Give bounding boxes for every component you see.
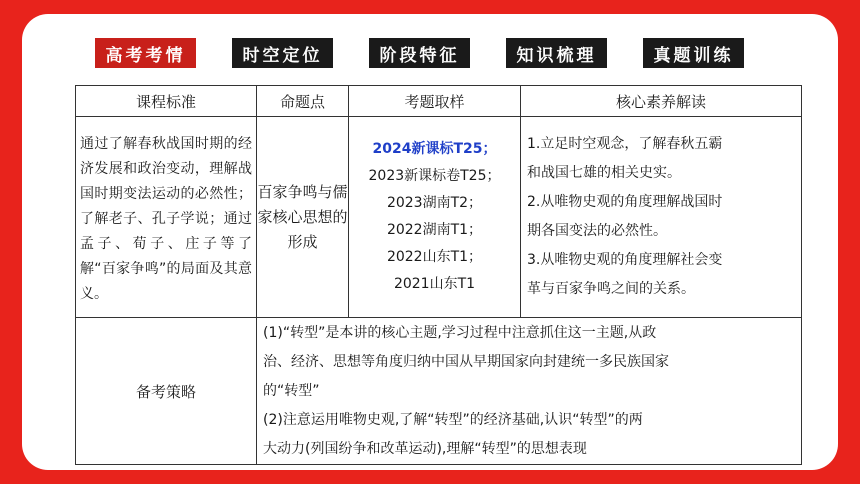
- tab-spacetime-position[interactable]: 时空定位: [232, 38, 333, 68]
- header-curriculum-standard: 课程标准: [76, 86, 257, 117]
- table-row-content: [76, 117, 802, 318]
- cell-core-literacy: [521, 117, 802, 318]
- strategy-line: (1)“转型”是本讲的核心主题,学习过程中注意抓住这一主题,从政: [263, 324, 657, 341]
- strategy-line: 的“转型”: [263, 382, 320, 399]
- strategy-line: 治、经济、思想等角度归纳中国从早期国家向封建统一多民族国家: [263, 353, 669, 370]
- tab-knowledge-review[interactable]: 知识梳理: [506, 38, 607, 68]
- exam-info-table: [75, 85, 802, 465]
- cell-curriculum-standard: [76, 117, 257, 318]
- sample-item: 2022山东T1；: [386, 249, 483, 265]
- strategy-line: (2)注意运用唯物史观,了解“转型”的经济基础,认识“转型”的两: [263, 411, 643, 428]
- tab-exam-overview[interactable]: 高考考情: [95, 38, 196, 68]
- cell-exam-samples: [349, 117, 521, 318]
- tab-stage-features[interactable]: 阶段特征: [369, 38, 470, 68]
- header-exam-samples: 考题取样: [349, 86, 521, 117]
- sample-item: 2022湖南T1；: [386, 222, 483, 238]
- core-literacy-line: 期各国变法的必然性。: [527, 223, 667, 239]
- table-row-strategy: [76, 318, 802, 465]
- tab-exam-practice[interactable]: 真题训练: [643, 38, 744, 68]
- sample-item: 2023新课标卷T25；: [368, 168, 501, 184]
- strategy-line: 大动力(列国纷争和改革运动),理解“转型”的思想表现: [263, 440, 587, 457]
- nav-tabs: [95, 38, 755, 68]
- cell-strategy-text: [257, 318, 802, 465]
- sample-item-highlight: 2024新课标T25；: [372, 141, 497, 157]
- header-proposition-point: 命题点: [257, 86, 349, 117]
- sample-item: 2021山东T1: [393, 276, 476, 292]
- core-literacy-line: 和战国七雄的相关史实。: [527, 165, 681, 181]
- sample-item: 2023湖南T2；: [386, 195, 483, 211]
- core-literacy-line: 2.从唯物史观的角度理解战国时: [527, 194, 723, 210]
- header-core-literacy: 核心素养解读: [521, 86, 802, 117]
- curriculum-standard-text: 通过了解春秋战国时期的经济发展和政治变动，理解战国时期变法运动的必然性；了解老子、孔子学说；通过孟子、荀子、庄子等了解“百家争鸣”的局面及其意义。: [80, 135, 252, 302]
- core-literacy-line: 1.立足时空观念，了解春秋五霸: [527, 136, 723, 152]
- table-header-row: [76, 86, 802, 117]
- cell-proposition-point: 百家争鸣与儒家核心思想的形成: [257, 117, 349, 318]
- cell-strategy-label: 备考策略: [76, 318, 257, 465]
- core-literacy-line: 革与百家争鸣之间的关系。: [527, 281, 695, 297]
- core-literacy-line: 3.从唯物史观的角度理解社会变: [527, 252, 723, 268]
